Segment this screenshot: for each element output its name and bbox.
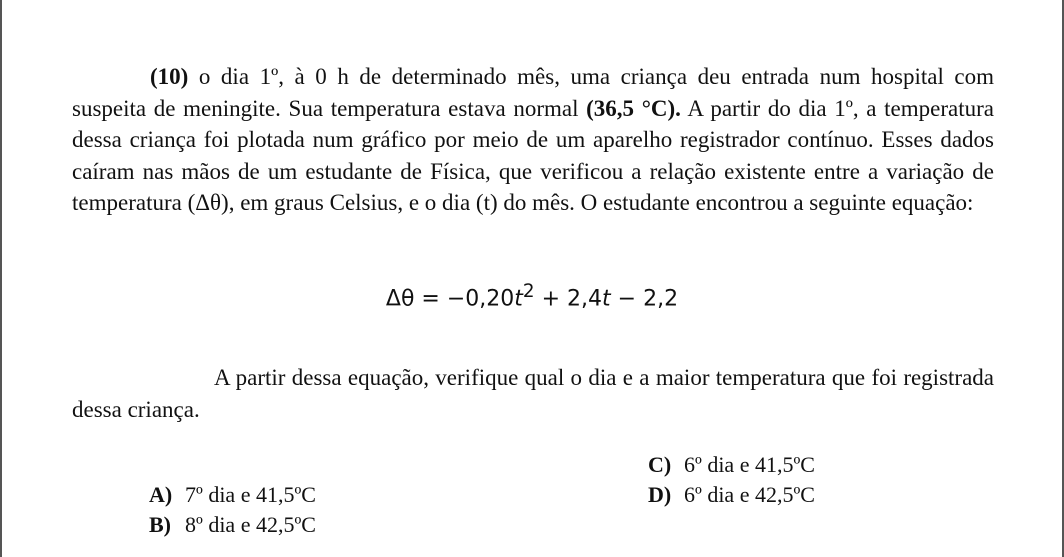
option-text: 6º dia e 42,5ºC — [684, 482, 815, 507]
equation — [0, 281, 1064, 311]
option-text: 8º dia e 42,5ºC — [185, 512, 316, 537]
equation-const: − 2,2 — [610, 286, 679, 312]
equation-lhs: Δθ — [385, 286, 415, 312]
option-d[interactable] — [648, 482, 815, 508]
question-prompt — [72, 362, 994, 425]
equation-coef-a: −0,20 — [446, 286, 515, 312]
question-number: (10) — [150, 64, 189, 89]
option-b[interactable] — [149, 512, 316, 538]
option-letter: A) — [149, 482, 173, 507]
equation-equals: = — [414, 286, 447, 312]
normal-temperature: (36,5 °C). — [586, 95, 681, 121]
option-text: 7º dia e 41,5ºC — [185, 482, 316, 507]
option-letter: B) — [149, 512, 171, 537]
equation-var-t2: t — [602, 286, 611, 312]
option-c[interactable] — [648, 452, 815, 478]
equation-var-t: t — [514, 286, 523, 312]
equation-exponent: 2 — [522, 281, 535, 302]
option-letter: C) — [648, 452, 672, 477]
option-text: 6º dia e 41,5ºC — [684, 452, 815, 477]
question-statement — [72, 61, 994, 219]
statement-text-1: o dia 1º, à 0 h de determinado mês, uma criança deu entrada num hospital com suspeita de meningite. Sua temperatura estava normal — [72, 64, 994, 121]
statement-text-2: A partir do dia 1º, a temperatura dessa criança foi plotada num gráfico por meio de um aparelho registrador contínuo. Esses dados caíram nas mãos de um estudante de Física, que verificou a relação existente entre a variação de temperatura (Δθ), em graus Celsius, e o dia (t) do mês. O estudante encontrou a seguinte equação: — [72, 95, 994, 216]
equation-coef-b: + 2,4 — [534, 286, 603, 312]
option-a[interactable] — [149, 482, 316, 508]
prompt-text: A partir dessa equação, verifique qual o dia e a maior temperatura que foi registrada dessa criança. — [72, 365, 994, 422]
page-border-left — [0, 0, 2, 557]
option-letter: D) — [648, 482, 672, 507]
